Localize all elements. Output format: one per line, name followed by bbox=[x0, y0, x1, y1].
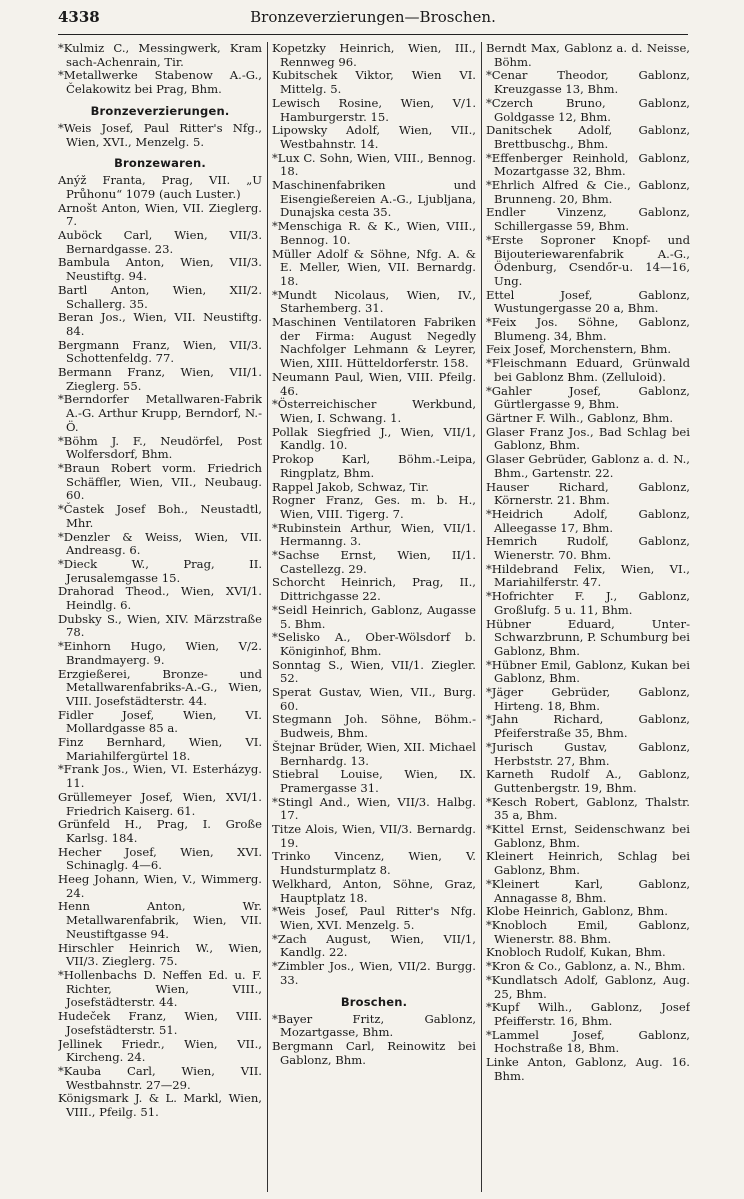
directory-entry: Grünfeld H., Prag, I. Große Karlsg. 184. bbox=[58, 817, 262, 845]
directory-entry: Karneth Rudolf A., Gablonz, Guttenbergstr. 19, Bhm. bbox=[486, 767, 690, 795]
directory-entry: *Hofrichter F. J., Gablonz, Großlufg. 5 u. 11, Bhm. bbox=[486, 589, 690, 617]
directory-entry: *Sachse Ernst, Wien, II/1. Castellezg. 29. bbox=[272, 548, 476, 576]
directory-entry: Stiebral Louise, Wien, IX. Pramergasse 31. bbox=[272, 767, 476, 795]
directory-entry: Bergmann Franz, Wien, VII/3. Schottenfeldg. 77. bbox=[58, 337, 262, 366]
column-divider bbox=[481, 42, 482, 1192]
directory-entry: *Mundt Nicolaus, Wien, IV., Starhemberg. 31. bbox=[272, 287, 476, 316]
directory-entry: *Weis Josef, Paul Ritter's Nfg. Wien, XVI. Menzelg. 5. bbox=[272, 904, 476, 932]
directory-entry: Bergmann Carl, Reinowitz bei Gablonz, Bhm. bbox=[272, 1038, 476, 1067]
directory-entry: Auböck Carl, Wien, VII/3. Bernardgasse. 23. bbox=[58, 228, 262, 256]
section-heading: Broschen. bbox=[340, 994, 408, 1009]
directory-entry: *Stingl And., Wien, VII/3. Halbg. 17. bbox=[272, 794, 476, 823]
directory-entry: Linke Anton, Gablonz, Aug. 16. Bhm. bbox=[486, 1055, 690, 1083]
directory-entry: *Častek Josef Boh., Neustadtl, Mhr. bbox=[58, 502, 262, 530]
page-number: 4338 bbox=[58, 8, 100, 26]
directory-entry: Hauser Richard, Gablonz, Körnerstr. 21. Bhm. bbox=[486, 479, 690, 508]
directory-entry: *Fleischmann Eduard, Grünwald bei Gablonz Bhm. (Zelluloid). bbox=[486, 356, 690, 384]
directory-entry: *Hildebrand Felix, Wien, VI., Mariahilferstr. 47. bbox=[486, 561, 690, 590]
directory-entry: *Menschiga R. & K., Wien, VIII., Bennog. 10. bbox=[272, 219, 476, 247]
directory-entry: Stegmann Joh. Söhne, Böhm.-Budweis, Bhm. bbox=[272, 712, 476, 741]
directory-entry: *Czerch Bruno, Gablonz, Goldgasse 12, Bhm. bbox=[486, 95, 690, 124]
directory-entry: Rappel Jakob, Schwaz, Tir. bbox=[272, 479, 429, 494]
directory-entry: Ettel Josef, Gablonz, Wustungergasse 20 a, Bhm. bbox=[486, 287, 690, 316]
directory-entry: Jellinek Friedr., Wien, VII., Kircheng. 24. bbox=[58, 1036, 262, 1065]
directory-entry: Prokop Karl, Böhm.-Leipa, Ringplatz, Bhm. bbox=[272, 452, 476, 480]
directory-entry: *Weis Josef, Paul Ritter's Nfg., Wien, XVI., Menzelg. 5. bbox=[58, 120, 262, 149]
column-divider bbox=[267, 42, 268, 1192]
directory-entry: Feix Josef, Morchenstern, Bhm. bbox=[486, 342, 672, 357]
directory-entry: Hecher Josef, Wien, XVI. Schinaglg. 4—6. bbox=[58, 844, 262, 873]
directory-entry: *Metallwerke Stabenow A.-G., Čelakowitz bei Prag, Bhm. bbox=[58, 68, 262, 97]
directory-entry: Welkhard, Anton, Söhne, Graz, Hauptplatz 18. bbox=[272, 876, 476, 905]
directory-entry: Danitschek Adolf, Gablonz, Brettbuschg., Bhm. bbox=[486, 123, 690, 151]
directory-entry: Hirschler Heinrich W., Wien, VII/3. Zieglerg. 75. bbox=[58, 940, 262, 969]
directory-entry: Heeg Johann, Wien, V., Wimmerg. 24. bbox=[58, 872, 262, 900]
directory-entry: *Gahler Josef, Gablonz, Gürtlergasse 9, Bhm. bbox=[486, 383, 690, 412]
directory-entry: Glaser Franz Jos., Bad Schlag bei Gablonz, Bhm. bbox=[486, 424, 690, 453]
directory-entry: Kubitschek Viktor, Wien VI. Mittelg. 5. bbox=[272, 68, 476, 97]
directory-entry: *Österreichischer Werkbund, Wien, I. Schwang. 1. bbox=[272, 397, 476, 425]
directory-entry: *Braun Robert vorm. Friedrich Schäffler, Wien, VII., Neubaug. 60. bbox=[58, 460, 262, 503]
directory-entry: Grüllemeyer Josef, Wien, XVI/1. Friedrich Kaiserg. 61. bbox=[58, 789, 262, 818]
directory-entry: *Zimbler Jos., Wien, VII/2. Burgg. 33. bbox=[272, 959, 476, 987]
header-rule bbox=[58, 34, 688, 35]
directory-entry: Bermann Franz, Wien, VII/1. Zieglerg. 55. bbox=[58, 365, 262, 393]
directory-entry: *Seidl Heinrich, Gablonz, Augasse 5. Bhm. bbox=[272, 602, 476, 631]
directory-entry: *Kundlatsch Adolf, Gablonz, Aug. 25, Bhm. bbox=[486, 972, 690, 1001]
directory-entry: *Berndorfer Metallwaren-Fabrik A.-G. Arthur Krupp, Berndorf, N.-Ö. bbox=[58, 392, 262, 434]
directory-entry: Titze Alois, Wien, VII/3. Bernardg. 19. bbox=[272, 822, 476, 850]
directory-entry: *Denzler & Weiss, Wien, VII. Andreasg. 6. bbox=[58, 529, 262, 558]
directory-entry: *Bayer Fritz, Gablonz, Mozartgasse, Bhm. bbox=[272, 1011, 476, 1040]
directory-entry: Klobe Heinrich, Gablonz, Bhm. bbox=[486, 904, 668, 919]
directory-entry: Drahorad Theod., Wien, XVI/1. Heindlg. 6. bbox=[58, 584, 262, 613]
directory-entry: *Heidrich Adolf, Gablonz, Alleegasse 17, Bhm. bbox=[486, 506, 690, 535]
directory-entry: *Lammel Josef, Gablonz, Hochstraße 18, Bhm. bbox=[486, 1027, 690, 1056]
directory-entry: *Kauba Carl, Wien, VII. Westbahnstr. 27—29. bbox=[58, 1063, 262, 1092]
directory-entry: *Hollenbachs D. Neffen Ed. u. F. Richter, Wien, VIII., Josefstädterstr. 44. bbox=[58, 968, 262, 1010]
directory-entry: *Jahn Richard, Gablonz, Pfeiferstraße 35, Bhm. bbox=[486, 712, 690, 741]
directory-entry: Müller Adolf & Söhne, Nfg. A. & E. Meller, Wien, VII. Bernardg. 18. bbox=[272, 246, 476, 288]
directory-entry: *Cenar Theodor, Gablonz, Kreuzgasse 13, Bhm. bbox=[486, 68, 690, 97]
directory-entry: *Kleinert Karl, Gablonz, Annagasse 8, Bhm. bbox=[486, 876, 690, 905]
directory-entry: *Kesch Robert, Gablonz, Thalstr. 35 a, Bhm. bbox=[486, 794, 690, 823]
directory-entry: Anýž Franta, Prag, VII. „U Průhonu“ 1079 (auch Luster.) bbox=[58, 173, 262, 201]
directory-entry: *Erste Soproner Knopf- und Bijouteriewarenfabrik A.-G., Ödenburg, Csendőr-u. 14—16, Ung. bbox=[486, 232, 690, 288]
directory-entry: *Ehrlich Alfred & Cie., Gablonz, Brunneng. 20, Bhm. bbox=[486, 178, 690, 206]
directory-entry: Finz Bernhard, Wien, VI. Mariahilfergürtel 18. bbox=[58, 735, 262, 763]
directory-entry: Sonntag S., Wien, VII/1. Ziegler. 52. bbox=[272, 657, 476, 686]
directory-entry: Erzgießerei, Bronze- und Metallwarenfabriks-A.-G., Wien, VIII. Josefstädterstr. 44. bbox=[58, 666, 262, 708]
directory-entry: Hudeček Franz, Wien, VIII. Josefstädterstr. 51. bbox=[58, 1009, 262, 1037]
directory-entry: Sperat Gustav, Wien, VII., Burg. 60. bbox=[272, 685, 476, 713]
directory-entry: *Kron & Co., Gablonz, a. N., Bhm. bbox=[486, 959, 686, 974]
directory-entry: Kopetzky Heinrich, Wien, III., Rennweg 96. bbox=[272, 42, 476, 69]
directory-entry: Neumann Paul, Wien, VIII. Pfeilg. 46. bbox=[272, 369, 476, 398]
directory-entry: Štejnar Brüder, Wien, XII. Michael Bernhardg. 13. bbox=[272, 739, 476, 768]
directory-entry: Fidler Josef, Wien, VI. Mollardgasse 85 a. bbox=[58, 707, 262, 736]
directory-entry: *Dieck W., Prag, II. Jerusalemgasse 15. bbox=[58, 556, 262, 585]
directory-entry: Schorcht Heinrich, Prag, II., Dittrichgasse 22. bbox=[272, 575, 476, 604]
directory-entry: Berndt Max, Gablonz a. d. Neisse, Böhm. bbox=[486, 42, 690, 69]
directory-entry: *Kupf Wilh., Gablonz, Josef Pfeifferstr. 16, Bhm. bbox=[486, 1000, 690, 1028]
directory-entry: *Effenberger Reinhold, Gablonz, Mozartgasse 32, Bhm. bbox=[486, 150, 690, 179]
directory-entry: Bambula Anton, Wien, VII/3. Neustiftg. 94. bbox=[58, 255, 262, 284]
directory-entry: Beran Jos., Wien, VII. Neustiftg. 84. bbox=[58, 310, 262, 338]
directory-entry: *Hübner Emil, Gablonz, Kukan bei Gablonz, Bhm. bbox=[486, 657, 690, 686]
directory-entry: *Kittel Ernst, Seidenschwanz bei Gablonz, Bhm. bbox=[486, 822, 690, 850]
directory-entry: Maschinenfabriken und Eisengießereien A.-G., Ljubljana, Dunajska cesta 35. bbox=[272, 178, 476, 220]
directory-entry: *Rubinstein Arthur, Wien, VII/1. Hermanng. 3. bbox=[272, 520, 476, 549]
directory-entry: *Feix Jos. Söhne, Gablonz, Blumeng. 34, Bhm. bbox=[486, 315, 690, 343]
directory-entry: *Einhorn Hugo, Wien, V/2. Brandmayerg. 9. bbox=[58, 639, 262, 667]
column-2 bbox=[272, 42, 476, 1192]
directory-entry: Gärtner F. Wilh., Gablonz, Bhm. bbox=[486, 410, 674, 425]
column-3 bbox=[486, 42, 690, 1192]
directory-entry: *Frank Jos., Wien, VI. Esterházyg. 11. bbox=[58, 762, 262, 791]
directory-entry: Lipowsky Adolf, Wien, VII., Westbahnstr. 14. bbox=[272, 123, 476, 151]
section-heading: Bronzeverzierungen. bbox=[90, 103, 230, 118]
directory-entry: Maschinen Ventilatoren Fabriken der Firma: August Negedly Nachfolger Lehmann & Leyrer, Wien, XIII. Hütteldorferstr. 158. bbox=[272, 315, 476, 371]
directory-entry: Trinko Vincenz, Wien, V. Hundsturmplatz 8. bbox=[272, 849, 476, 878]
page-header bbox=[58, 8, 688, 32]
directory-entry: *Böhm J. F., Neudörfel, Post Wolfersdorf, Bhm. bbox=[58, 433, 262, 462]
directory-entry: Henn Anton, Wr. Metallwarenfabrik, Wien, VII. Neustiftgasse 94. bbox=[58, 899, 262, 941]
directory-entry: Pollak Siegfried J., Wien, VII/1, Kandlg. 10. bbox=[272, 424, 476, 453]
directory-entry: Endler Vinzenz, Gablonz, Schillergasse 59, Bhm. bbox=[486, 205, 690, 234]
directory-entry: *Jurisch Gustav, Gablonz, Herbststr. 27, Bhm. bbox=[486, 739, 690, 768]
directory-entry: Arnošt Anton, Wien, VII. Zieglerg. 7. bbox=[58, 200, 262, 229]
directory-entry: Glaser Gebrüder, Gablonz a. d. N., Bhm., Gartenstr. 22. bbox=[486, 452, 690, 480]
directory-entry: Bartl Anton, Wien, XII/2. Schallerg. 35. bbox=[58, 282, 262, 311]
directory-entry: *Zach August, Wien, VII/1, Kandlg. 22. bbox=[272, 931, 476, 960]
directory-entry: Hemrich Rudolf, Gablonz, Wienerstr. 70. Bhm. bbox=[486, 534, 690, 563]
directory-entry: Kleinert Heinrich, Schlag bei Gablonz, Bhm. bbox=[486, 849, 690, 878]
directory-entry: *Knobloch Emil, Gablonz, Wienerstr. 88. Bhm. bbox=[486, 918, 690, 946]
directory-entry: Rogner Franz, Ges. m. b. H., Wien, VIII. Tigerg. 7. bbox=[272, 493, 476, 521]
column-1 bbox=[58, 42, 262, 1192]
directory-entry: Knobloch Rudolf, Kukan, Bhm. bbox=[486, 945, 666, 960]
directory-entry: *Jäger Gebrüder, Gablonz, Hirteng. 18, Bhm. bbox=[486, 685, 690, 713]
directory-entry: *Lux C. Sohn, Wien, VIII., Bennog. 18. bbox=[272, 150, 476, 179]
directory-entry: Dubsky S., Wien, XIV. Märzstraße 78. bbox=[58, 611, 262, 640]
directory-entry: Königsmark J. & L. Markl, Wien, VIII., Pfeilg. 51. bbox=[58, 1091, 262, 1120]
directory-entry: *Kulmiz C., Messingwerk, Kram sach-Achenrain, Tir. bbox=[58, 42, 262, 69]
running-head: Bronzeverzierungen—Broschen. bbox=[250, 8, 496, 26]
directory-entry: *Selisko A., Ober-Wölsdorf b. Königinhof, Bhm. bbox=[272, 630, 476, 658]
section-heading: Bronzewaren. bbox=[114, 156, 206, 171]
directory-entry: Hübner Eduard, Unter-Schwarzbrunn, P. Schumburg bei Gablonz, Bhm. bbox=[486, 616, 690, 658]
directory-entry: Lewisch Rosine, Wien, V/1. Hamburgerstr. 15. bbox=[272, 95, 476, 124]
